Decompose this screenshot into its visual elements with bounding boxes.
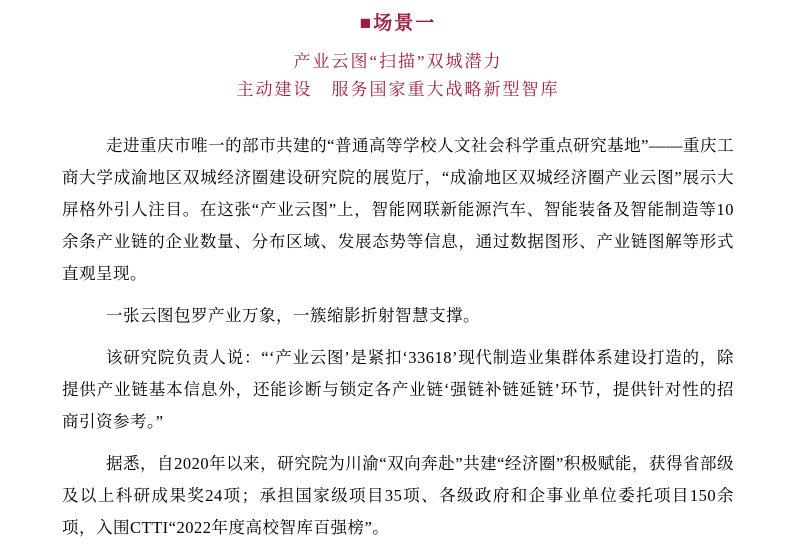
section-title bbox=[62, 12, 734, 36]
article-subtitle-line1: 产业云图“扫描”双城潜力 bbox=[293, 52, 503, 71]
paragraph-1: 走进重庆市唯一的部市共建的“普通高等学校人文社会科学重点研究基地”——重庆工商大学成渝地区双城经济圈建设研究院的展览厅，“成渝地区双城经济圈产业云图”展示大屏格外引人注目。在这张“产业云图”上，智能网联新能源汽车、智能装备及智能制造等10余条产业链的企业数量、分布区域、发展态势等信息，通过数据图形、产业链图解等形式直观呈现。 bbox=[62, 136, 734, 283]
section-title-text: 场景一 bbox=[373, 13, 437, 34]
article-subtitle-line2: 主动建设 服务国家重大战略新型智库 bbox=[236, 80, 560, 99]
paragraph-2: 一张云图包罗产业万象，一簇缩影折射智慧支撑。 bbox=[106, 306, 480, 325]
square-bullet-icon: ■ bbox=[359, 13, 372, 34]
article-body bbox=[62, 130, 734, 544]
paragraph-3: 该研究院负责人说：“‘产业云图’是紧扣‘33618’现代制造业集群体系建设打造的，除提供产业链基本信息外，还能诊断与锁定各产业链‘强链补链延链’环节，提供针对性的招商引资参考。” bbox=[62, 348, 734, 431]
paragraph-4: 据悉，自2020年以来，研究院为川渝“双向奔赴”共建“经济圈”积极赋能，获得省部级及以上科研成果奖24项；承担国家级项目35项、各级政府和企事业单位委托项目150余项，入围CTTI“2022年度高校智库百强榜”。 bbox=[62, 454, 734, 537]
